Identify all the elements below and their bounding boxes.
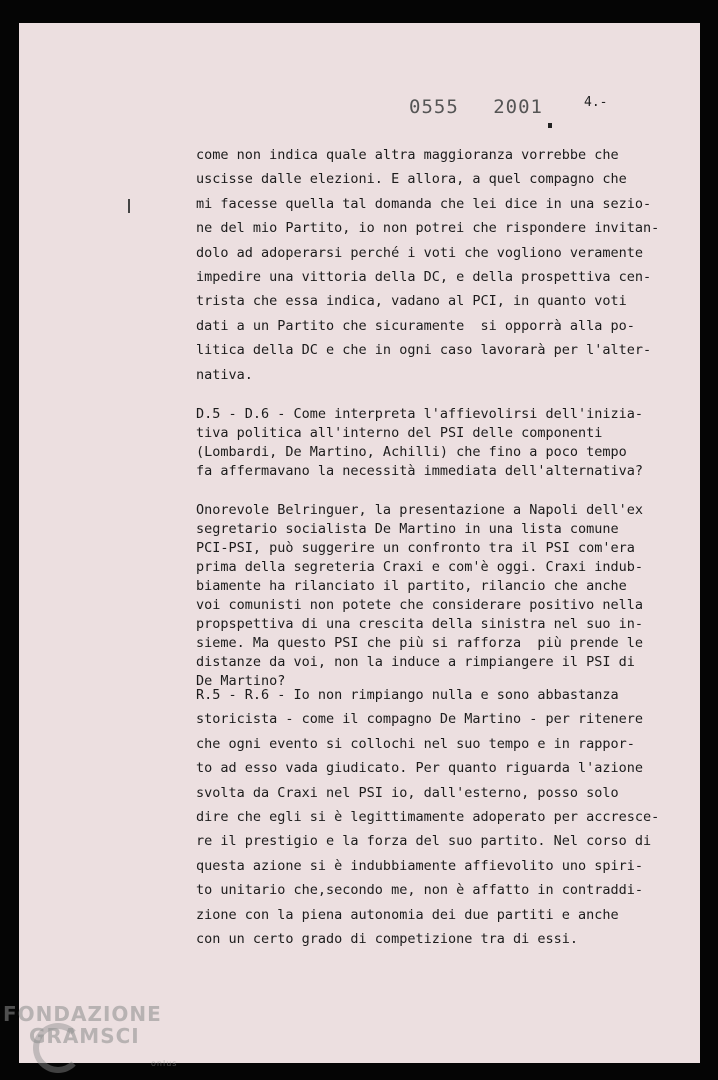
- answer-paragraph-1: come non indica quale altra maggioranza vorrebbe che uscisse dalle elezioni. E allora, a quel compagno che mi facesse quella tal domanda che lei dice in una sezio- ne del mio Partito, io non potrei che rispondere invitan- dolo ad adoperarsi perché i voti che vogliono veramente impedire una vittoria della DC, e della prospettiva cen- trista che essa indica, vadano al PCI, in quanto voti dati a un Partito che sicuramente si opporrà alla po- litica della DC e che in ogni caso lavorarà per l'alter- nativa.: [196, 147, 660, 383]
- gramsci-logo-g-icon: [33, 1023, 83, 1073]
- fondazione-gramsci-watermark: [3, 1002, 178, 1068]
- watermark-line2: GRAMSCI: [29, 1024, 140, 1048]
- question-paragraph-belringuer: Onorevole Belringuer, la presentazione a Napoli dell'ex segretario socialista De Martino in una lista comune PCI-PSI, può suggerire un confronto tra il PSI com'era prima della segreteria Craxi e com'è oggi. Craxi indub- biamente ha rilanciato il partito, rilancio che anche voi comunisti non potete che considerare positivo nella propspettiva di una crescita della sinistra nel suo in- sieme. Ma questo PSI che più si rafforza più prende le distanze da voi, non la induce a rimpiangere il PSI di De Martino?: [196, 502, 644, 689]
- margin-mark: [128, 199, 130, 213]
- watermark-line1: FONDAZIONE: [3, 1002, 162, 1026]
- question-paragraph-d5-d6: D.5 - D.6 - Come interpreta l'affievolirsi dell'inizia- tiva politica all'interno del PSI delle componenti (Lombardi, De Martino, Achilli) che fino a poco tempo fa affermavano la necessità immediata dell'alternativa?: [196, 406, 644, 479]
- answer-paragraph-r5-r6: R.5 - R.6 - Io non rimpiango nulla e sono abbastanza storicista - come il compagno De Martino - per ritenere che ogni evento si collochi nel suo tempo e in rappor- to ad esso vada giudicato. Per quanto riguarda l'azione svolta da Craxi nel PSI io, dall'esterno, posso solo dire che egli si è legittimamente adoperato per accresce- re il prestigio e la forza del suo partito. Nel corso di questa azione si è indubbiamente affievolito uno spiri- to unitario che,secondo me, non è affatto in contraddi- zione con la piena autonomia dei due partiti e anche con un certo grado di competizione tra di essi.: [196, 687, 660, 948]
- archive-stamp: 0555 2001: [409, 96, 543, 118]
- page-number: 4.-: [584, 95, 608, 110]
- watermark-onlus: onlus: [151, 1059, 178, 1068]
- ink-mark: [548, 123, 552, 128]
